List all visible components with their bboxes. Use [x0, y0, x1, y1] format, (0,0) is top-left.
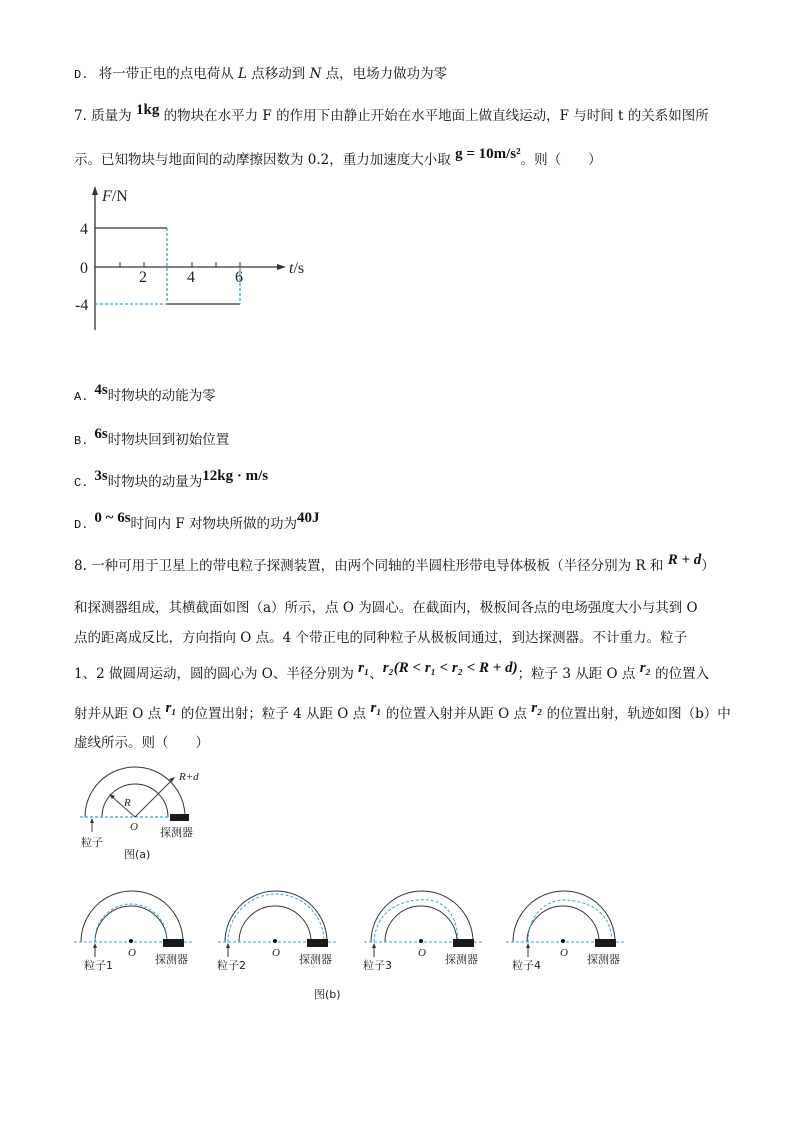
option-text: 将一带正电的点电荷从	[98, 66, 238, 82]
r1: r₁	[370, 700, 382, 716]
option-text: 时物块的动量为	[107, 474, 203, 490]
question-number: 8.	[74, 558, 87, 574]
option-label: D.	[74, 68, 89, 82]
question-text: ）	[701, 558, 715, 574]
force-time-chart	[70, 180, 330, 340]
label-particle-3: 粒子3	[363, 959, 392, 972]
option-math: 3s	[94, 468, 108, 484]
label-o: O	[130, 821, 138, 833]
question-text: 的位置出射；粒子 4 从距 O 点	[176, 706, 371, 722]
option-text: 点，电场力做功为零	[321, 66, 448, 82]
x-tick: 6	[235, 269, 243, 286]
option-math: 6s	[94, 426, 108, 442]
q8-line6: 虚线所示。则（ ）	[74, 735, 209, 751]
y-tick: 4	[80, 221, 88, 238]
question-text: 。则（ ）	[520, 152, 602, 168]
question-text: 的位置入射并从距 O 点	[381, 706, 532, 722]
option-text: 时物块的动能为零	[107, 388, 216, 404]
x-tick: 4	[187, 269, 195, 286]
svg-text:O: O	[560, 947, 568, 959]
label-detector: 探测器	[160, 826, 193, 839]
option-math: 0 ~ 6s	[94, 510, 131, 526]
x-axis-arrow-icon	[277, 264, 286, 270]
q7-line1	[74, 102, 709, 126]
q7-option-a[interactable]	[74, 382, 216, 407]
mass-value: 1kg	[135, 102, 160, 118]
question-text: 示。已知物块与地面间的动摩擦因数为 0.2，重力加速度大小取	[74, 152, 456, 168]
option-text: 时物块回到初始位置	[107, 432, 230, 448]
figure-b-caption: 图(b)	[314, 988, 341, 1001]
option-label: A.	[74, 390, 89, 404]
svg-text:F/N: F/N	[102, 188, 128, 205]
figure-a	[70, 765, 250, 865]
question-text: 的位置出射，轨迹如图（b）中	[542, 706, 731, 722]
q7-line2	[74, 146, 602, 170]
question-text: 射并从距 O 点	[74, 706, 166, 722]
q7-option-c[interactable]	[74, 468, 269, 493]
point-n: N	[309, 66, 322, 82]
question-number: 7.	[74, 108, 87, 124]
label-particle: 粒子	[81, 836, 103, 849]
panel-particle-1	[74, 891, 192, 972]
q8-line1	[74, 552, 715, 576]
y-axis-arrow-icon	[92, 186, 98, 195]
panel-particle-4	[506, 891, 624, 972]
svg-text:探测器: 探测器	[587, 953, 620, 966]
r1: r₁	[358, 660, 370, 676]
svg-text:O: O	[418, 947, 426, 959]
panel-particle-3	[363, 891, 482, 972]
r2-condition: r₂(R < r₁ < r₂ < R + d)	[382, 660, 518, 676]
option-label: B.	[74, 434, 89, 448]
figure-b	[70, 880, 650, 1010]
q8-line4	[74, 660, 710, 684]
gravity-value: g = 10m/s²	[455, 146, 521, 162]
q8-line5	[74, 700, 731, 724]
label-r-plus-d: R+d	[179, 771, 199, 783]
option-text: 时间内 F 对物块所做的功为	[130, 516, 297, 532]
q7-option-d[interactable]	[74, 510, 320, 535]
svg-text:探测器: 探测器	[155, 953, 188, 966]
option-label: D.	[74, 518, 89, 532]
option-text: 点移动到	[246, 66, 310, 82]
r2: r₂	[531, 700, 543, 716]
option-math: 40J	[297, 510, 320, 526]
option-math: 12kg · m/s	[202, 468, 269, 484]
r2: r₂	[639, 660, 651, 676]
arrow-up-icon	[90, 818, 94, 823]
radius-outer: R + d	[667, 552, 702, 568]
svg-text:O: O	[272, 947, 280, 959]
q7-option-b[interactable]	[74, 426, 230, 451]
label-particle-2: 粒子2	[217, 959, 246, 972]
svg-text:探测器: 探测器	[445, 953, 478, 966]
detector-block	[170, 814, 189, 821]
r1: r₁	[165, 700, 177, 716]
option-math: 4s	[94, 382, 108, 398]
q6-option-d	[74, 64, 447, 85]
question-text: 质量为	[91, 108, 136, 124]
y-axis-label: F	[102, 188, 112, 205]
option-label: C.	[74, 476, 89, 490]
label-r: R	[124, 797, 131, 809]
question-text: 的位置入	[650, 666, 710, 682]
figure-a-caption: 图(a)	[124, 848, 151, 861]
origin-label: 0	[80, 260, 88, 277]
question-text: 1、2 做圆周运动，圆的圆心为 O、半径分别为	[74, 666, 359, 682]
svg-text:O: O	[128, 947, 136, 959]
label-particle-1: 粒子1	[84, 959, 113, 972]
q8-line3: 点的距离成反比，方向指向 O 点。4 个带正电的同种粒子从极板间通过，到达探测器。不计重力。粒子	[74, 630, 688, 646]
point-l: L	[238, 66, 247, 82]
x-tick: 2	[139, 269, 147, 286]
separator: 、	[369, 666, 383, 682]
panel-particle-2	[217, 891, 336, 972]
question-text: ；粒子 3 从距 O 点	[517, 666, 640, 682]
question-text: 一种可用于卫星上的带电粒子探测装置，由两个同轴的半圆柱形带电导体极板（半径分别为 R 和	[91, 558, 668, 574]
q8-line2: 和探测器组成，其横截面如图（a）所示，点 O 为圆心。在截面内，极板间各点的电场强度大小与其到 O	[74, 600, 698, 616]
svg-text:t/s: t/s	[289, 260, 305, 277]
question-text: 的物块在水平力 F 的作用下由静止开始在水平地面上做直线运动，F 与时间 t 的关系如图所	[159, 108, 709, 124]
label-particle-4: 粒子4	[512, 959, 541, 972]
y-tick: -4	[75, 297, 89, 314]
svg-text:探测器: 探测器	[299, 953, 332, 966]
